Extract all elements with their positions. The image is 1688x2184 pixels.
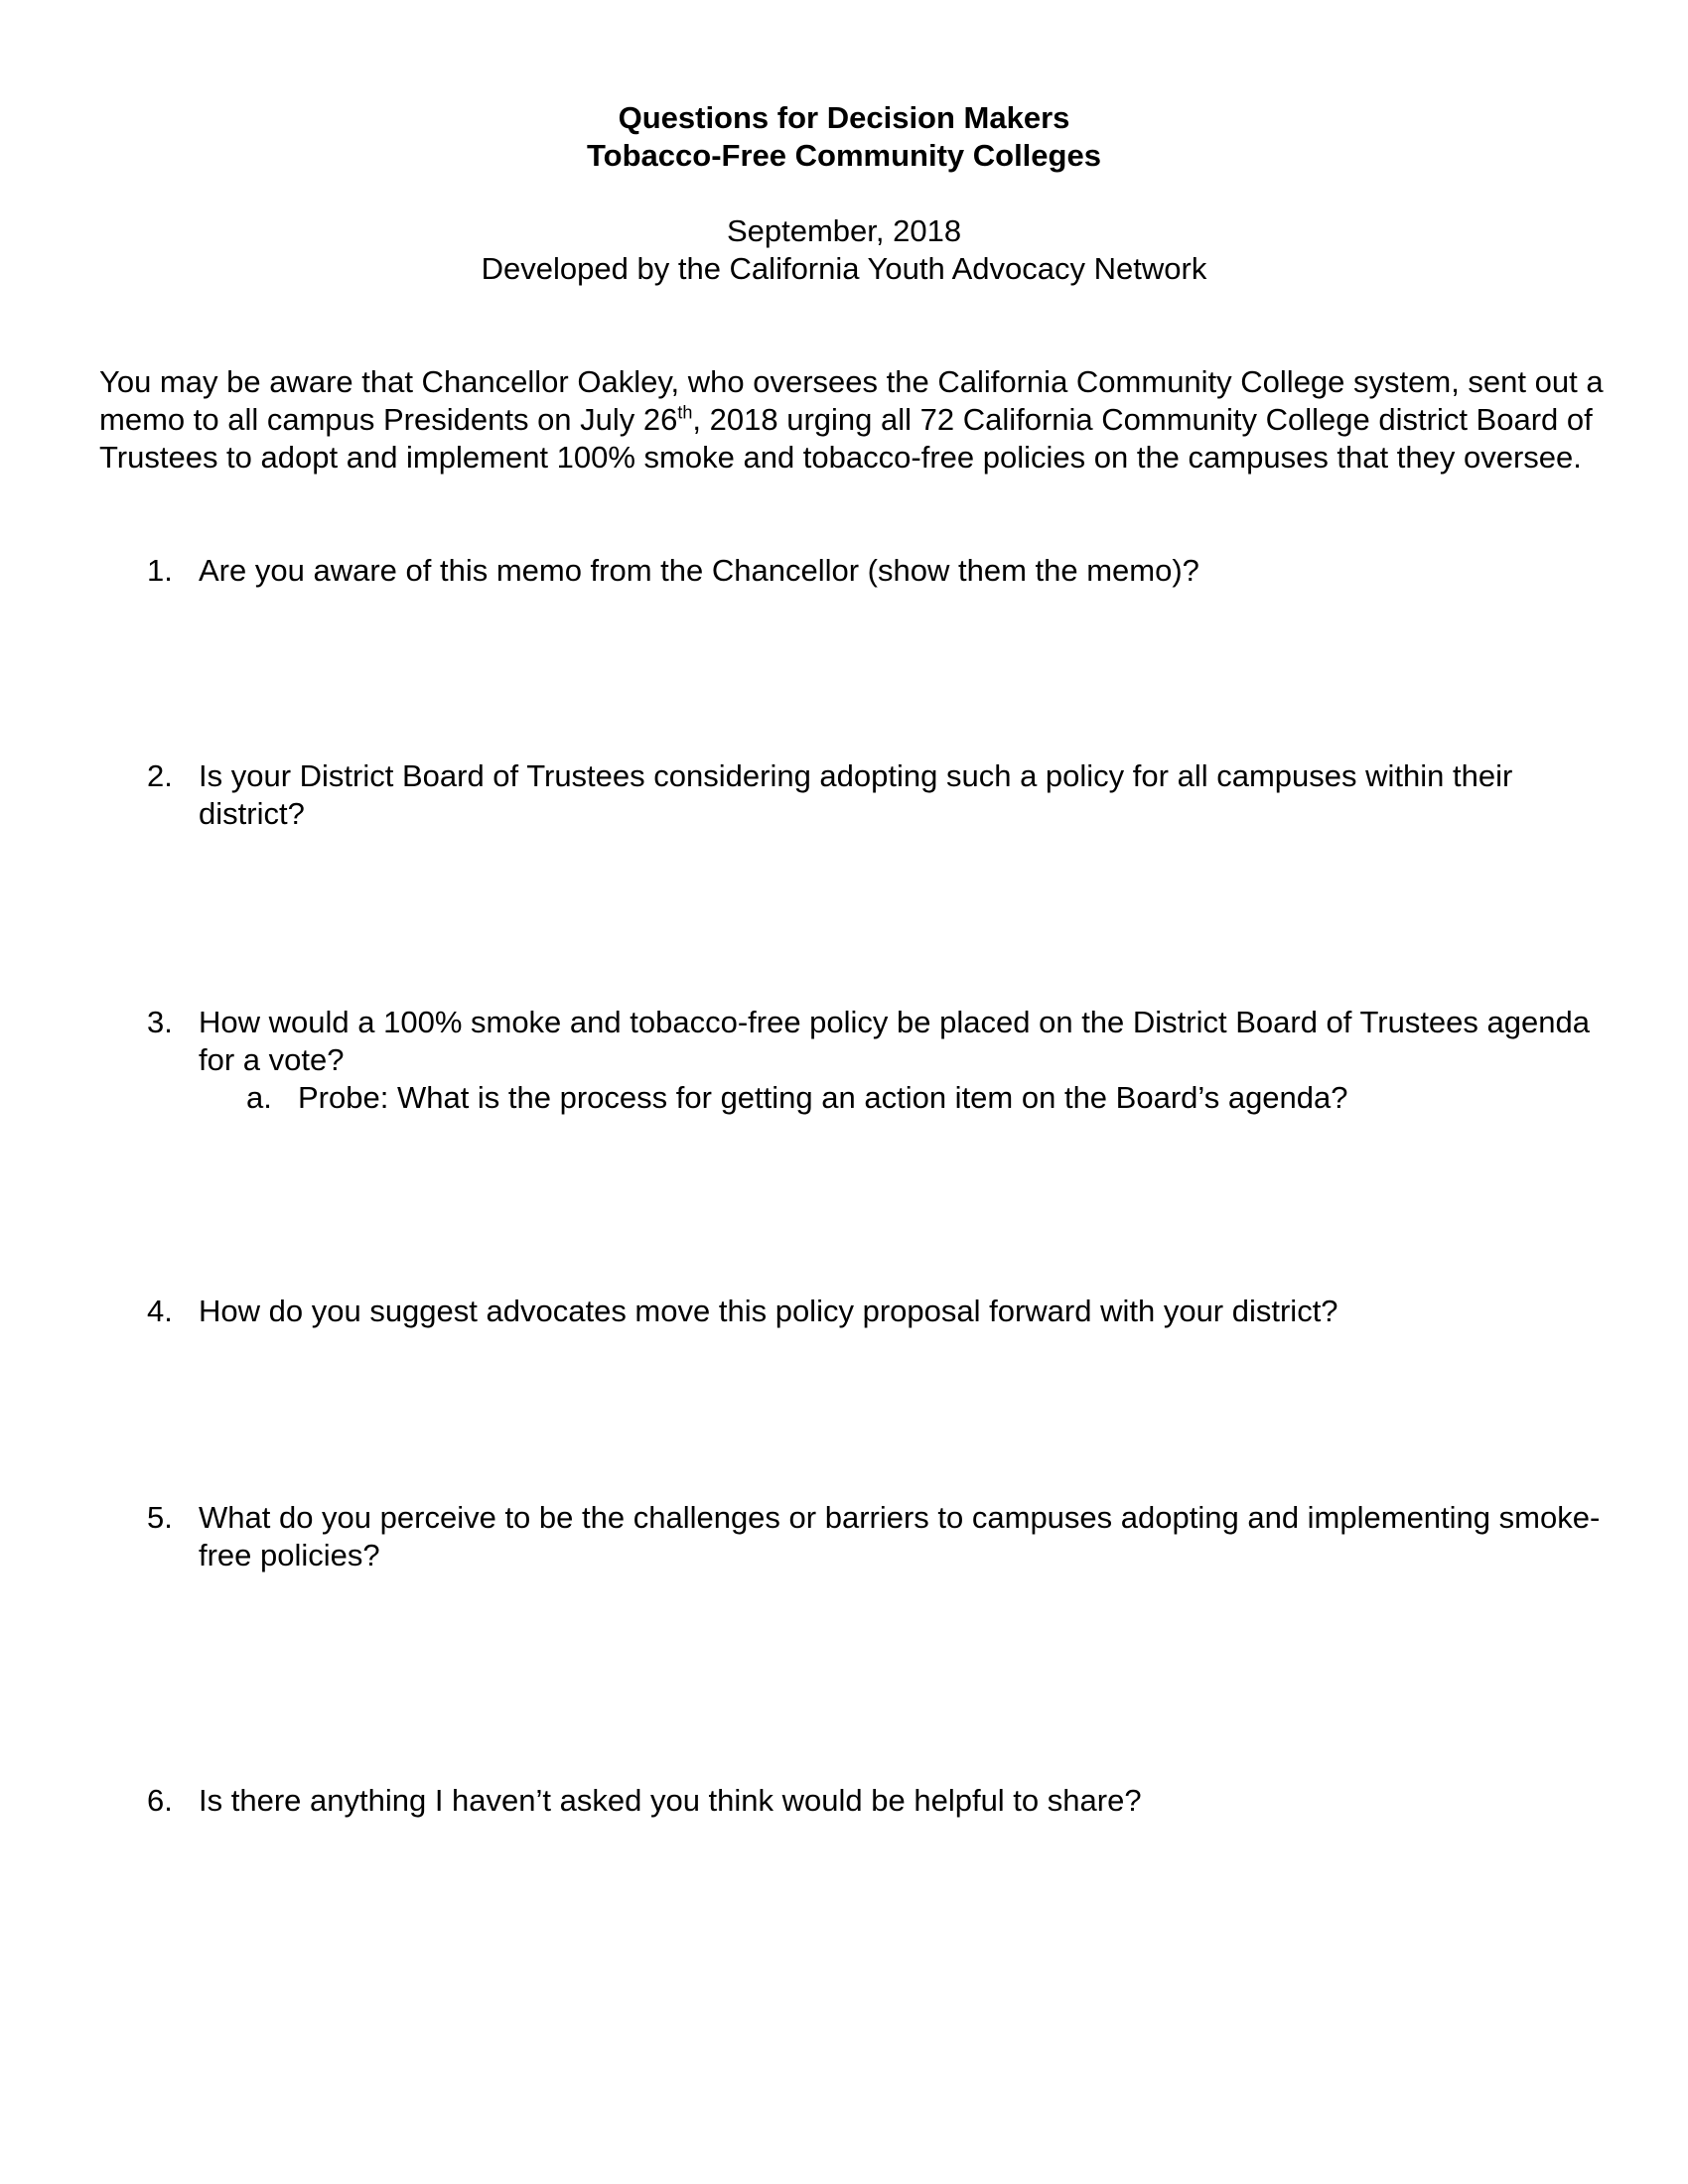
- question-item: [147, 1004, 1607, 1079]
- question-text: Are you aware of this memo from the Chancellor (show them the memo)?: [199, 553, 1199, 588]
- document-date: September, 2018: [726, 213, 962, 248]
- question-number: 2.: [147, 758, 173, 793]
- question-item: [147, 757, 1607, 833]
- sub-question-letter: a.: [246, 1080, 272, 1115]
- question-text: How do you suggest advocates move this policy proposal forward with your district?: [199, 1294, 1338, 1328]
- question-text: Is there anything I haven’t asked you think would be helpful to share?: [199, 1783, 1142, 1818]
- intro-text-part-1: You may be aware that Chancellor Oakley, who oversees the California Community College system, sent out a memo to all campus Presidents on July 26: [99, 364, 1604, 437]
- intro-superscript: th: [677, 402, 693, 423]
- sub-question-text: Probe: What is the process for getting an action item on the Board’s agenda?: [298, 1080, 1348, 1115]
- question-number: 6.: [147, 1783, 173, 1818]
- document-author: Developed by the California Youth Advocacy Network: [481, 251, 1207, 286]
- question-number: 1.: [147, 553, 173, 588]
- question-number: 3.: [147, 1005, 173, 1039]
- question-number: 4.: [147, 1294, 173, 1328]
- question-text: What do you perceive to be the challenges or barriers to campuses adopting and implementing smoke-free policies?: [199, 1500, 1601, 1572]
- document-title: Questions for Decision Makers: [618, 100, 1070, 135]
- intro-text-part-2: , 2018 urging all 72 California Community College district Board of Trustees to adopt and implement 100% smoke and tobacco-free policies on the campuses that they oversee.: [99, 402, 1593, 475]
- document-subtitle: Tobacco-Free Community Colleges: [587, 138, 1101, 173]
- intro-paragraph: [99, 363, 1609, 477]
- question-item: [147, 1782, 1607, 1820]
- question-text: How would a 100% smoke and tobacco-free policy be placed on the District Board of Trustees agenda for a vote?: [199, 1005, 1590, 1077]
- question-number: 5.: [147, 1500, 173, 1535]
- sub-question-item: [246, 1079, 1607, 1117]
- question-item: [147, 1293, 1607, 1330]
- question-item: [147, 1499, 1607, 1574]
- question-text: Is your District Board of Trustees considering adopting such a policy for all campuses within their district?: [199, 758, 1513, 831]
- question-item: [147, 552, 1607, 590]
